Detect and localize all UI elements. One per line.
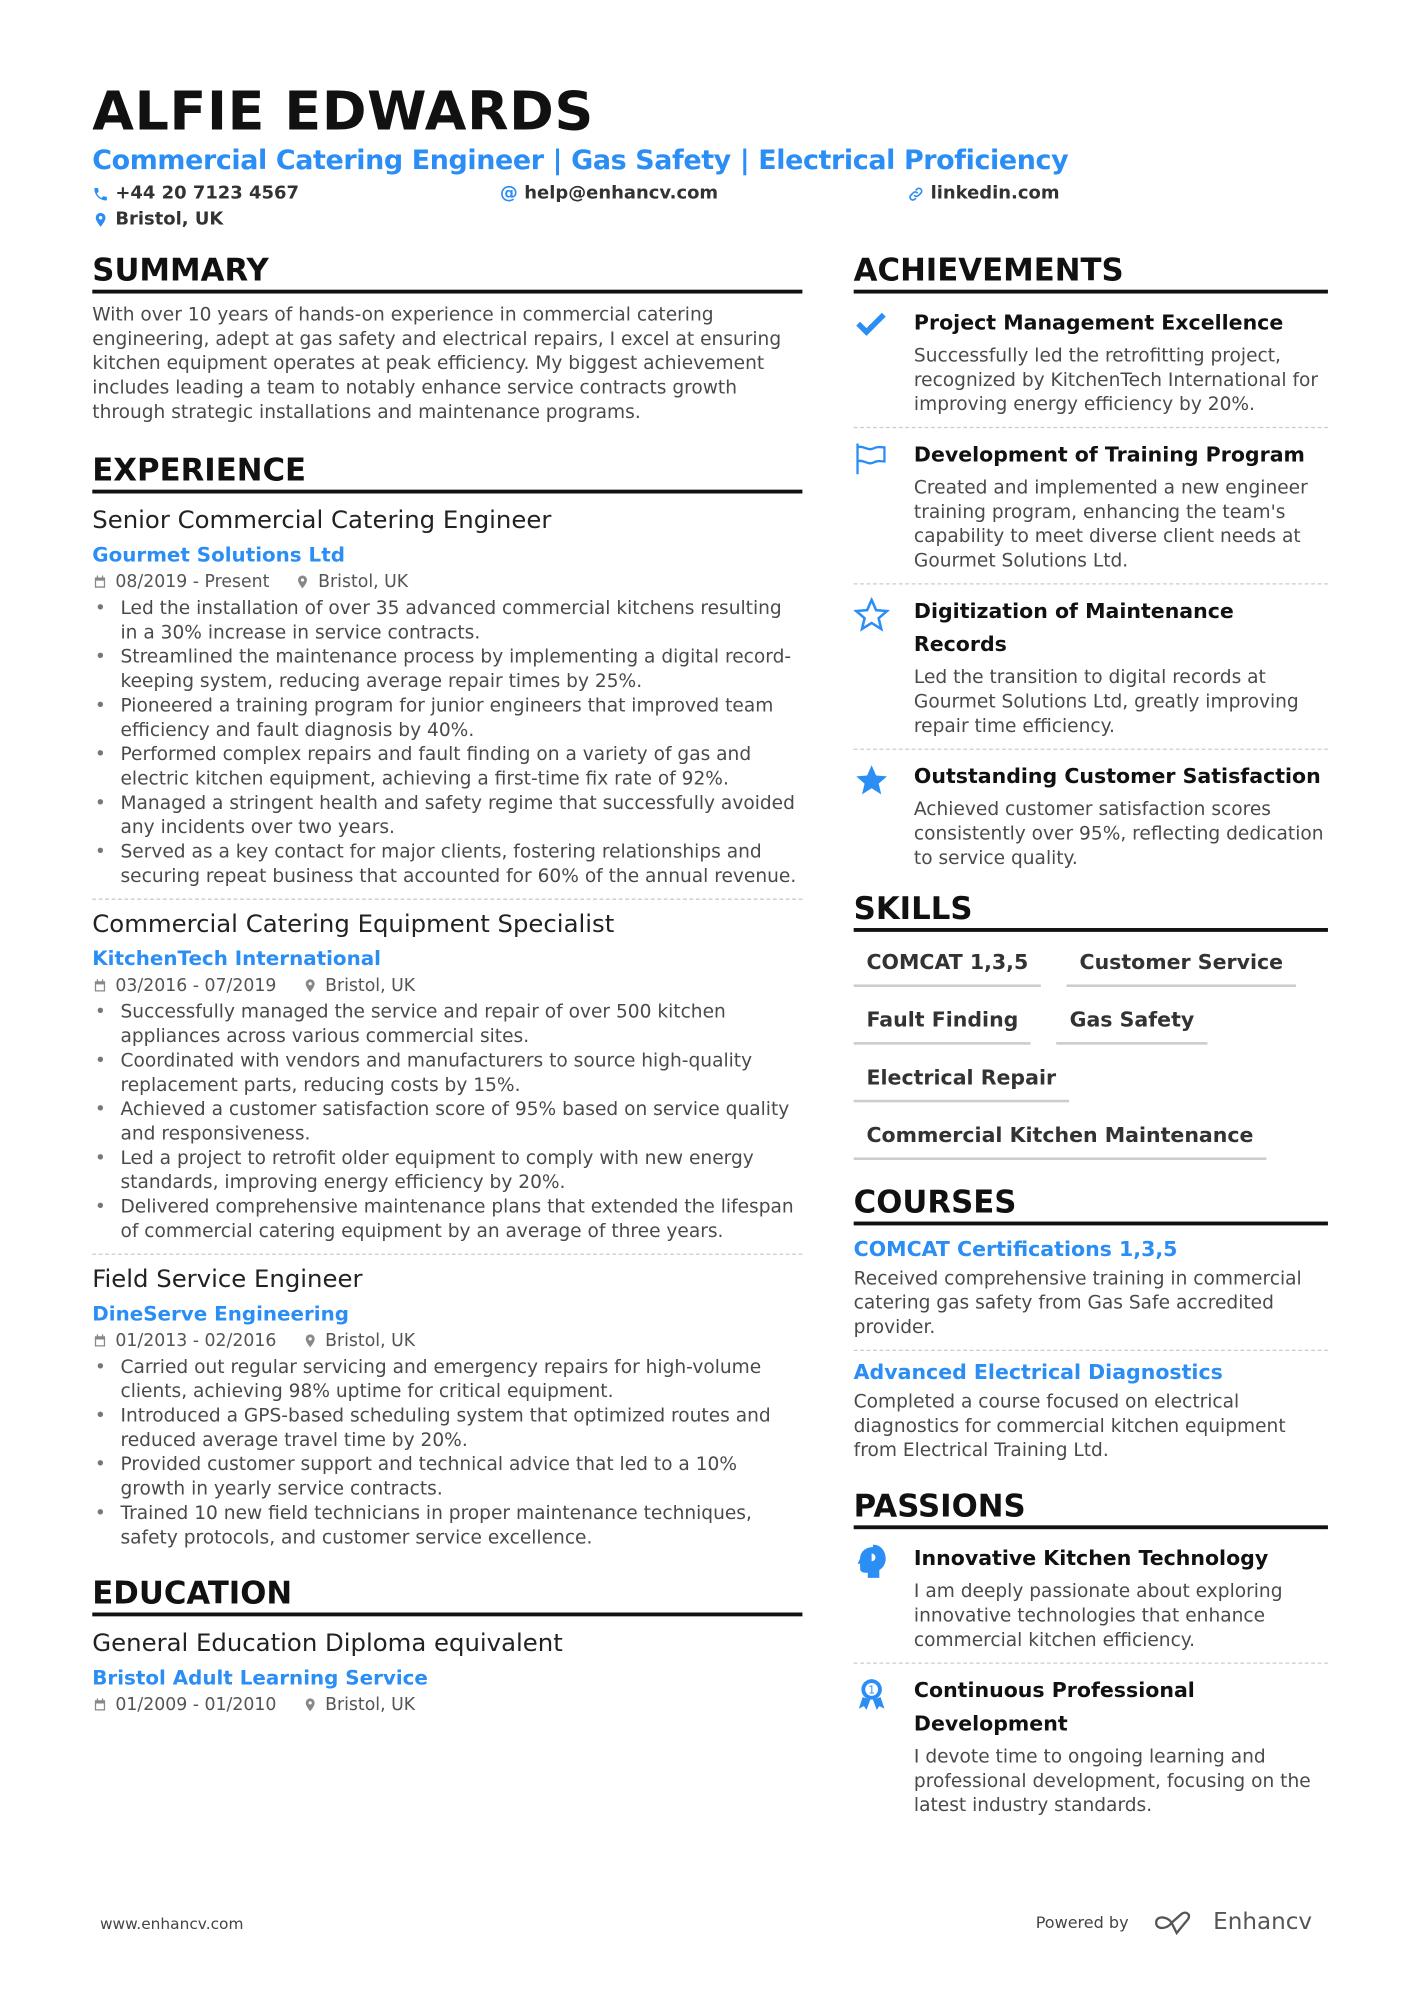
bullet-item: • Pioneered a training program for junior engineers that improved team efficiency and fault diagnosis by 40%. bbox=[92, 695, 802, 744]
section-heading: EXPERIENCE bbox=[92, 451, 802, 493]
candidate-name: ALFIE EDWARDS bbox=[92, 79, 594, 143]
course-description: Completed a course focused on electrical diagnostics for commercial kitchen equipment from Electrical Training Ltd. bbox=[853, 1392, 1286, 1462]
achievements-title: Project Management Excellence bbox=[913, 310, 1284, 335]
at-icon: @ bbox=[499, 183, 518, 204]
bullet-item: • Led the installation of over 35 advanced commercial kitchens resulting in a 30% increase in service contracts. bbox=[92, 597, 802, 646]
bullet-item: • Served as a key contact for major clients, fostering relationships and securing repeat business that accounted for 60% of the annual revenue. bbox=[92, 841, 802, 890]
contact-email[interactable] bbox=[500, 183, 718, 204]
bullet-item: • Coordinated with vendors and manufacturers to source high-quality replacement parts, reducing costs by 15%. bbox=[92, 1050, 802, 1099]
linkedin-text[interactable]: linkedin.com bbox=[930, 183, 1060, 204]
section-heading: EDUCATION bbox=[92, 1574, 802, 1616]
achievements-title: Digitization of Maintenance Records bbox=[913, 598, 1234, 657]
skill-tag: COMCAT 1,3,5 bbox=[854, 940, 1041, 987]
passions-description: I am deeply passionate about exploring innovative technologies that enhance commercial kitchen efficiency. bbox=[913, 1581, 1283, 1651]
job-entry bbox=[92, 899, 802, 1245]
bullet-item: • Managed a stringent health and safety regime that successfully avoided any incidents over two years. bbox=[92, 792, 802, 841]
right-column bbox=[854, 251, 1328, 1819]
divider bbox=[854, 583, 1328, 584]
company-name: KitchenTech International bbox=[92, 947, 381, 971]
phone-text: +44 20 7123 4567 bbox=[115, 183, 299, 204]
skill-tag: Commercial Kitchen Maintenance bbox=[854, 1113, 1267, 1160]
achievements-item bbox=[854, 436, 1328, 574]
education-section bbox=[92, 1574, 802, 1718]
bullet-item: • Provided customer support and technical advice that led to a 10% growth in yearly service contracts. bbox=[92, 1454, 802, 1503]
summary-section bbox=[92, 251, 802, 425]
bullet-item: • Delivered comprehensive maintenance plans that extended the lifespan of commercial catering equipment by an average of three years. bbox=[92, 1196, 802, 1245]
skill-tag: Gas Safety bbox=[1057, 997, 1207, 1044]
enhancv-logo-icon bbox=[1154, 1909, 1200, 1935]
job-entry bbox=[92, 504, 802, 890]
achievements-description: Achieved customer satisfaction scores consistently over 95%, reflecting dedication to service quality. bbox=[913, 799, 1324, 870]
course-item bbox=[854, 1236, 1328, 1341]
divider bbox=[92, 899, 802, 900]
passions-section bbox=[854, 1487, 1328, 1819]
passions-title: Innovative Kitchen Technology bbox=[913, 1545, 1269, 1571]
svg-text:1: 1 bbox=[868, 1684, 875, 1697]
course-item bbox=[854, 1359, 1328, 1464]
degree: General Education Diploma equivalent bbox=[92, 1629, 563, 1658]
job-location: Bristol, UK bbox=[325, 975, 416, 996]
achievements-description: Created and implemented a new engineer training program, enhancing the team's capability to meet diverse client needs at Gourmet Solutions Ltd. bbox=[913, 478, 1308, 572]
courses-section bbox=[854, 1183, 1328, 1464]
divider bbox=[854, 427, 1328, 428]
education-location: Bristol, UK bbox=[325, 1694, 416, 1716]
skill-tag: Fault Finding bbox=[854, 997, 1031, 1044]
company-name: DineServe Engineering bbox=[92, 1302, 349, 1326]
calendar-icon bbox=[92, 978, 107, 993]
achievements-item bbox=[854, 592, 1328, 739]
divider bbox=[92, 1254, 802, 1255]
location-text: Bristol, UK bbox=[115, 208, 224, 230]
summary-text: With over 10 years of hands-on experience in commercial catering engineering, adept at gas safety and electrical repairs, I excel at ensuring kitchen equipment operates at peak efficiency. My biggest achievement includes leading a team to notably enhance service contracts growth through strategic installations and maintenance programs. bbox=[92, 305, 782, 423]
job-title: Senior Commercial Catering Engineer bbox=[92, 506, 552, 535]
location-pin-icon bbox=[302, 1697, 317, 1712]
achievements-item bbox=[854, 758, 1328, 872]
job-title: Field Service Engineer bbox=[92, 1265, 363, 1294]
flag-icon bbox=[854, 441, 890, 477]
job-title: Commercial Catering Equipment Specialist bbox=[92, 910, 615, 939]
achievements-title: Outstanding Customer Satisfaction bbox=[913, 763, 1321, 789]
bullet-item: • Streamlined the maintenance process by implementing a digital record-keeping system, reducing average repair times by 25%. bbox=[92, 646, 802, 695]
location-pin-icon bbox=[302, 1333, 317, 1348]
course-title: COMCAT Certifications 1,3,5 bbox=[853, 1236, 1178, 1262]
skill-tag: Customer Service bbox=[1067, 940, 1296, 987]
job-location: Bristol, UK bbox=[325, 1330, 416, 1352]
experience-section bbox=[92, 451, 802, 1551]
award-icon bbox=[854, 1677, 890, 1713]
achievements-title: Development of Training Program bbox=[913, 442, 1305, 467]
job-dates: 08/2019 - Present bbox=[115, 571, 270, 593]
passions-description: I devote time to ongoing learning and professional development, focusing on the latest industry standards. bbox=[913, 1747, 1311, 1817]
education-dates: 01/2009 - 01/2010 bbox=[115, 1694, 277, 1716]
head-icon bbox=[854, 1545, 890, 1581]
location-pin-icon bbox=[302, 978, 317, 993]
location-pin-icon bbox=[295, 574, 310, 589]
achievements-description: Led the transition to digital records at Gourmet Solutions Ltd, greatly improving repair time efficiency. bbox=[913, 667, 1299, 738]
job-location: Bristol, UK bbox=[318, 571, 409, 593]
star-outline-icon bbox=[854, 597, 890, 633]
divider bbox=[854, 1350, 1328, 1351]
link-icon bbox=[908, 185, 925, 202]
section-heading: PASSIONS bbox=[854, 1487, 1328, 1529]
powered-by-label: Powered by bbox=[1035, 1912, 1129, 1932]
contact-linkedin[interactable] bbox=[908, 183, 1060, 204]
job-dates: 01/2013 - 02/2016 bbox=[115, 1330, 277, 1352]
bullet-item: • Carried out regular servicing and emergency repairs for high-volume clients, achieving 98% uptime for critical equipment. bbox=[92, 1356, 802, 1405]
section-heading: ACHIEVEMENTS bbox=[854, 251, 1328, 293]
contact-location bbox=[92, 209, 223, 230]
divider bbox=[854, 1662, 1328, 1663]
section-heading: COURSES bbox=[854, 1183, 1328, 1225]
section-heading: SUMMARY bbox=[92, 251, 802, 293]
calendar-icon bbox=[92, 1697, 107, 1712]
bullet-item: • Introduced a GPS-based scheduling system that optimized routes and reduced average travel time by 20%. bbox=[92, 1405, 802, 1454]
course-title: Advanced Electrical Diagnostics bbox=[853, 1359, 1223, 1385]
passions-title: Continuous Professional Development bbox=[913, 1677, 1195, 1736]
job-bullets bbox=[92, 1356, 802, 1551]
skill-tag: Electrical Repair bbox=[854, 1055, 1069, 1102]
passions-item bbox=[854, 1671, 1328, 1818]
bullet-item: • Successfully managed the service and repair of over 500 kitchen appliances across various commercial sites. bbox=[92, 1001, 802, 1050]
calendar-icon bbox=[92, 574, 107, 589]
bullet-item: • Achieved a customer satisfaction score of 95% based on service quality and responsiveness. bbox=[92, 1099, 802, 1148]
calendar-icon bbox=[92, 1333, 107, 1348]
email-text[interactable]: help@enhancv.com bbox=[524, 183, 719, 204]
job-bullets bbox=[92, 1001, 802, 1245]
achievements-item bbox=[854, 304, 1328, 418]
bullet-item: • Trained 10 new field technicians in proper maintenance techniques, safety protocols, and customer service excellence. bbox=[92, 1502, 802, 1551]
passions-item bbox=[854, 1539, 1328, 1653]
course-description: Received comprehensive training in commercial catering gas safety from Gas Safe accredited provider. bbox=[853, 1268, 1302, 1339]
school: Bristol Adult Learning Service bbox=[92, 1666, 428, 1690]
skills-section bbox=[854, 890, 1328, 1160]
job-meta bbox=[92, 569, 802, 595]
check-icon bbox=[854, 309, 890, 345]
job-dates: 03/2016 - 07/2019 bbox=[115, 975, 277, 996]
job-meta bbox=[92, 973, 802, 999]
footer-website[interactable]: www.enhancv.com bbox=[99, 1915, 244, 1933]
bullet-item: • Performed complex repairs and fault finding on a variety of gas and electric kitchen equipment, achieving a first-time fix rate of 92%. bbox=[92, 743, 802, 792]
job-bullets bbox=[92, 597, 802, 889]
achievements-section bbox=[854, 251, 1328, 871]
left-column bbox=[92, 251, 802, 1717]
education-meta bbox=[92, 1692, 802, 1718]
bullet-item: • Led a project to retrofit older equipment to comply with new energy standards, improving energy efficiency by 20%. bbox=[92, 1147, 802, 1196]
location-pin-icon bbox=[92, 211, 109, 228]
phone-icon bbox=[92, 185, 109, 202]
job-entry bbox=[92, 1254, 802, 1551]
company-name: Gourmet Solutions Ltd bbox=[92, 543, 345, 567]
divider bbox=[854, 749, 1328, 750]
star-filled-icon bbox=[854, 763, 890, 799]
section-heading: SKILLS bbox=[854, 890, 1328, 932]
enhancv-logo[interactable] bbox=[1154, 1909, 1312, 1936]
brand-name: Enhancv bbox=[1213, 1908, 1313, 1936]
job-meta bbox=[92, 1328, 802, 1354]
footer-powered-by bbox=[1036, 1909, 1312, 1936]
achievements-description: Successfully led the retrofitting project, recognized by KitchenTech International for improving energy efficiency by 20%. bbox=[913, 346, 1319, 416]
candidate-headline: Commercial Catering Engineer | Gas Safety | Electrical Proficiency bbox=[92, 144, 1069, 176]
contact-phone bbox=[92, 183, 299, 204]
